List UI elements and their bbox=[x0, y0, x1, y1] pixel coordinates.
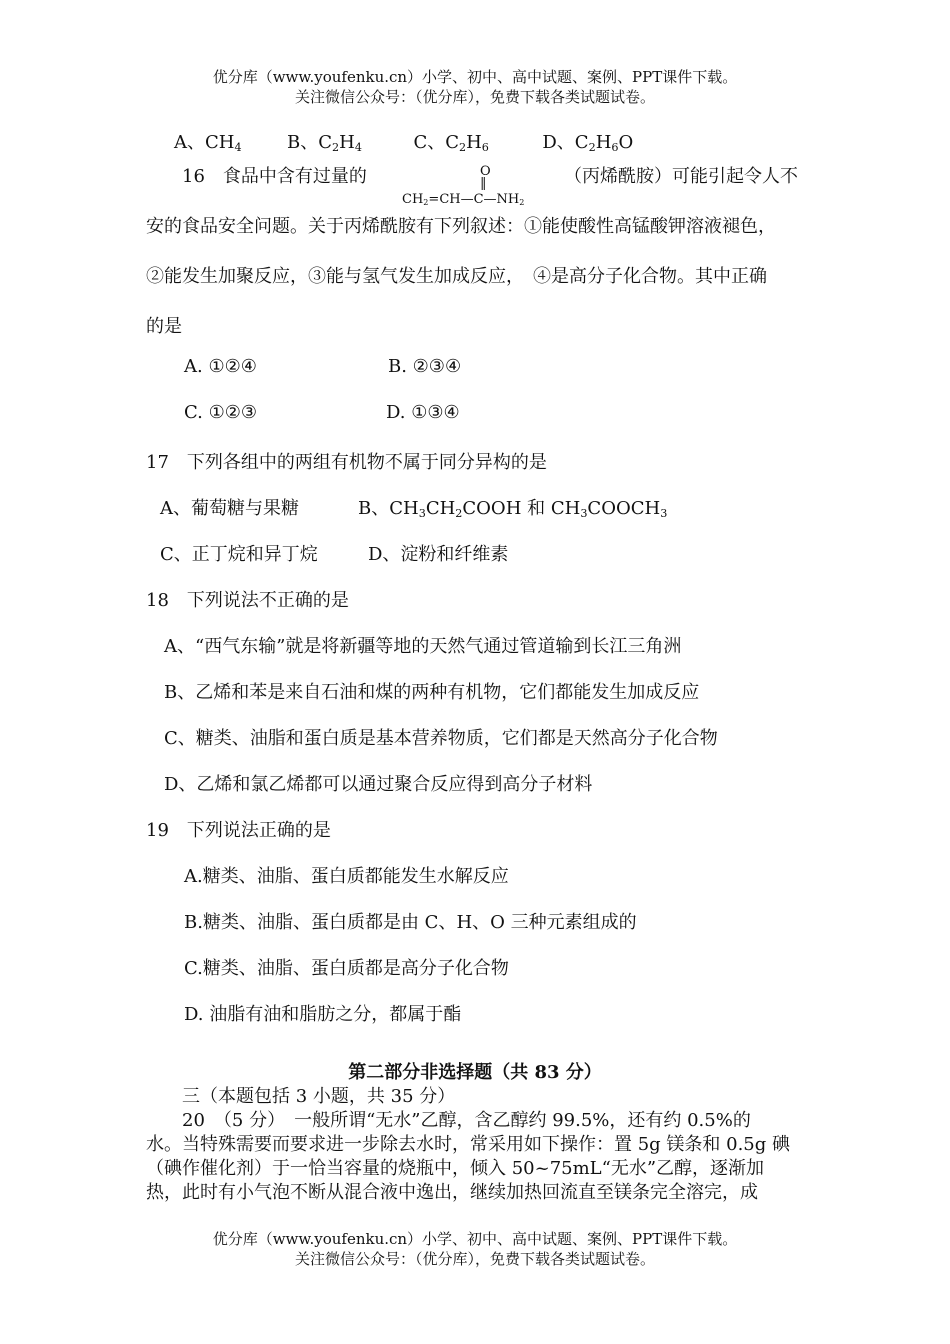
q18-option-d: D、乙烯和氯乙烯都可以通过聚合反应得到高分子材料 bbox=[164, 774, 593, 795]
q16-option-a: A. ①②④ bbox=[184, 356, 257, 377]
q16-stem-line3: ②能发生加聚反应，③能与氢气发生加成反应， ④是高分子化合物。其中正确 bbox=[146, 266, 767, 287]
q16-formula-acrylamide: $CH_2=CH—C—NH_2$ bbox=[402, 192, 525, 207]
section3-heading: 三（本题包括 3 小题，共 35 分） bbox=[182, 1086, 456, 1107]
q20-line3: （碘作催化剂）于一恰当容量的烧瓶中，倾入 50~75mL“无水”乙醇，逐渐加 bbox=[146, 1158, 765, 1179]
part2-title: 第二部分非选择题（共 83 分） bbox=[348, 1062, 602, 1083]
q16-option-c: C. ①②③ bbox=[184, 402, 257, 423]
q16-stem-line4: 的是 bbox=[146, 316, 182, 337]
q19-option-c: C.糖类、油脂、蛋白质都是高分子化合物 bbox=[184, 958, 509, 979]
q19-option-d: D. 油脂有油和脂肪之分，都属于酯 bbox=[184, 1004, 462, 1025]
q17-option-d: D、淀粉和纤维素 bbox=[368, 544, 509, 565]
q18-option-c: C、糖类、油脂和蛋白质是基本营养物质，它们都是天然高分子化合物 bbox=[164, 728, 718, 749]
q15-options bbox=[174, 128, 633, 154]
q19-stem: 19 下列说法正确的是 bbox=[146, 820, 331, 841]
page-header-line1: 优分库（www.youfenku.cn）小学、初中、高中试题、案例、PPT课件下载。 bbox=[212, 68, 738, 86]
q20-line4: 热，此时有小气泡不断从混合液中逸出，继续加热回流直至镁条完全溶完，成 bbox=[146, 1182, 758, 1203]
q16-formula-oxygen: O bbox=[480, 164, 491, 179]
q16-formula-double-bond: ‖ bbox=[480, 176, 487, 191]
page-footer-line2: 关注微信公众号：（优分库），免费下载各类试题试卷。 bbox=[294, 1250, 655, 1268]
q19-option-a: A.糖类、油脂、蛋白质都能发生水解反应 bbox=[184, 866, 509, 887]
q16-stem-lead: 16 食品中含有过量的 bbox=[182, 166, 367, 187]
q15-option-a: A、$CH_4$ bbox=[174, 132, 242, 154]
q17-stem: 17 下列各组中的两组有机物不属于同分异构的是 bbox=[146, 452, 547, 473]
q18-stem: 18 下列说法不正确的是 bbox=[146, 590, 349, 611]
q20-line2: 水。当特殊需要而要求进一步除去水时，常采用如下操作：置 5g 镁条和 0.5g 碘 bbox=[146, 1134, 791, 1155]
q15-option-d: D、$C_2H_6O$ bbox=[542, 132, 634, 154]
page-header-line2: 关注微信公众号：（优分库），免费下载各类试题试卷。 bbox=[294, 88, 655, 106]
q15-option-c: C、$C_2H_6$ bbox=[413, 132, 489, 154]
q17-option-b: B、$CH_3CH_2COOH$ 和 $CH_3COOCH_3$ bbox=[358, 498, 668, 520]
q18-option-a: A、“西气东输”就是将新疆等地的天然气通过管道输到长江三角洲 bbox=[164, 636, 682, 657]
q15-option-b: B、$C_2H_4$ bbox=[287, 132, 362, 154]
q17-option-a: A、葡萄糖与果糖 bbox=[160, 498, 299, 519]
q20-line1: 20 （5 分） 一般所谓“无水”乙醇，含乙醇约 99.5%，还有约 0.5%的 bbox=[146, 1110, 751, 1131]
q16-option-b: B. ②③④ bbox=[388, 356, 462, 377]
q19-option-b: B.糖类、油脂、蛋白质都是由 C、H、O 三种元素组成的 bbox=[184, 912, 637, 933]
q16-stem-line2: 安的食品安全问题。关于丙烯酰胺有下列叙述：①能使酸性高锰酸钾溶液褪色， bbox=[146, 216, 776, 237]
q18-option-b: B、乙烯和苯是来自石油和煤的两种有机物，它们都能发生加成反应 bbox=[164, 682, 700, 703]
page-footer-line1: 优分库（www.youfenku.cn）小学、初中、高中试题、案例、PPT课件下载。 bbox=[212, 1230, 738, 1248]
q16-stem-after: （丙烯酰胺）可能引起令人不 bbox=[564, 166, 798, 187]
q16-option-d: D. ①③④ bbox=[386, 402, 460, 423]
q17-option-c: C、正丁烷和异丁烷 bbox=[160, 544, 318, 565]
